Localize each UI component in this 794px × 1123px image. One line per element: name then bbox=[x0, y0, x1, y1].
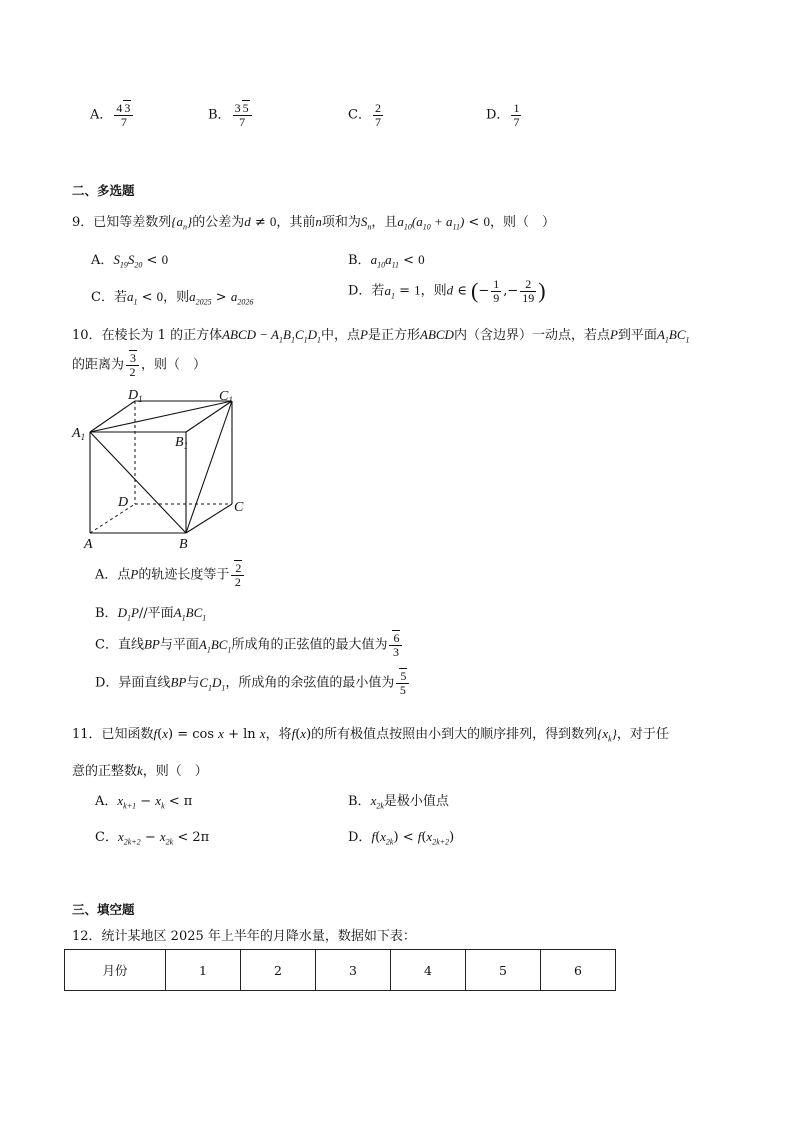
q10-option-c: C．直线BP与平面$A_1BC_1$所成角的正弦值的最大值为 $\frac{6}{3}$ bbox=[95, 632, 404, 658]
q11-stem-line1: 11．已知函数f(x) = cos x + ln x，将f(x)的所有极值点按照由小到大的顺序排列，得到数列$\{x_k\}$，对于任 bbox=[72, 726, 669, 744]
q10-stem-line2: 的距离为 $\frac{3}{2}$ ，则（ ） bbox=[72, 351, 207, 379]
label-b: B bbox=[179, 537, 188, 552]
q10-option-b: B．$D_1P//$平面$A_1BC_1$ bbox=[95, 605, 207, 623]
table-cell: 6 bbox=[541, 950, 616, 991]
label-b1: $B_1$ bbox=[175, 435, 189, 451]
label-d1: $D_1$ bbox=[128, 388, 143, 404]
edge-b-c bbox=[186, 504, 232, 533]
label-d: D bbox=[118, 495, 129, 510]
q9-option-b: B．$a_{10}a_{11} < 0$ bbox=[348, 252, 425, 270]
table-cell: 4 bbox=[391, 950, 466, 991]
diag-b-c1 bbox=[186, 401, 232, 533]
diag-a1-b bbox=[90, 432, 189, 533]
q11-option-a: A．$x_{k+1} - x_k < \pi$ bbox=[95, 793, 193, 811]
q8-option-b: B． $\frac{3 5}{7}$ bbox=[208, 102, 254, 128]
q9-stem: 9．已知等差数列$\{a_n\}$的公差为d ≠ 0，其前n项和为$S_n$，且$a_{10}(a_{10} + a_{11}) < 0$，则（ ） bbox=[72, 214, 555, 232]
table-cell: 5 bbox=[466, 950, 541, 991]
table-row bbox=[65, 950, 616, 991]
q10-stem-line1: 10．在棱长为 1 的正方体ABCD − $A_1B_1C_1D_1$中，点P是正方形ABCD内（含边界）一动点，若点P到平面$A_1BC_1$ bbox=[72, 327, 690, 345]
q11-option-c: C．$x_{2k+2} - x_{2k} < 2\pi$ bbox=[95, 829, 210, 847]
label-c1: $C_1$ bbox=[219, 389, 233, 405]
q10-option-d: D．异面直线BP与$C_1D_1$，所成角的余弦值的最小值为 $\frac{5}{5}$ bbox=[95, 670, 411, 696]
q8-option-c: C． $\frac{2}{7}$ bbox=[348, 101, 381, 129]
label-a1: $A_1$ bbox=[72, 426, 86, 442]
section-title-fill-in: 三、填空题 bbox=[72, 902, 135, 917]
rainfall-table bbox=[64, 949, 616, 991]
hidden-edge-a-d bbox=[90, 504, 135, 533]
diag-a1-c1 bbox=[90, 401, 232, 432]
table-cell: 1 bbox=[166, 950, 241, 991]
q8-option-a: A． $\frac{4 3}{7}$ bbox=[90, 102, 135, 128]
q8-option-d: D． $\frac{1}{7}$ bbox=[486, 101, 520, 129]
q12-stem: 12．统计某地区 2025 年上半年的月降水量，数据如下表： bbox=[72, 929, 416, 944]
q9-option-a: A．$S_{19}S_{20} < 0$ bbox=[91, 252, 169, 270]
q11-option-d: D．$f(x_{2k}) < f(x_{2k+2})$ bbox=[348, 829, 455, 847]
section-title-multiple-choice: 二、多选题 bbox=[72, 183, 135, 198]
table-header-month: 月份 bbox=[65, 950, 166, 991]
table-cell: 3 bbox=[316, 950, 391, 991]
cube-diagram bbox=[66, 388, 256, 553]
label-c: C bbox=[234, 500, 244, 515]
q10-option-a: A．点P的轨迹长度等于 $\frac{2}{2}$ bbox=[95, 562, 246, 588]
table-cell: 2 bbox=[241, 950, 316, 991]
q11-option-b: B．$x_{2k}$是极小值点 bbox=[348, 793, 449, 811]
q11-stem-line2: 意的正整数k，则（ ） bbox=[72, 763, 208, 779]
q9-option-d: D．若$a_1 = 1$，则d ∈ (− $\frac{1}{9}$ ,− $\frac{2}{19}$ ) bbox=[348, 277, 546, 305]
label-a: A bbox=[84, 537, 93, 552]
q9-option-c: C．若$a_1 < 0$，则$a_{2025} > a_{2026}$ bbox=[91, 289, 254, 307]
